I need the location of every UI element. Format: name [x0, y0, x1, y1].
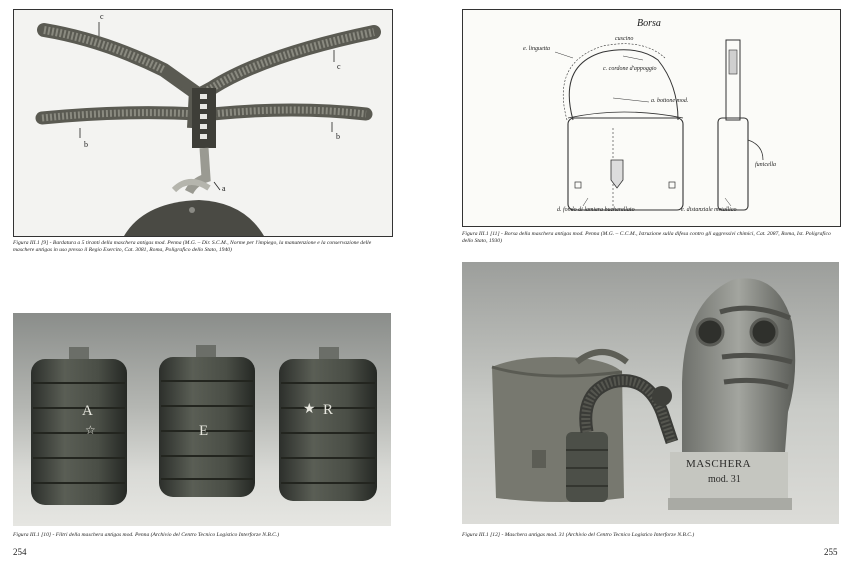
canister-e-letter: E — [199, 423, 209, 439]
label-distanziatore: e. distanziale metallico — [681, 207, 737, 213]
plaque-line2: mod. 31 — [708, 474, 741, 485]
canister-a-star-icon: ☆ — [85, 423, 96, 437]
canister-a-letter: A — [82, 403, 93, 419]
caption-fig11: Figura III.1 [11] - Borsa della maschera antigas mod. Penna (M.G. – C.C.M., Istruzione sulla difesa contro gli aggressivi chimici, Cat. 2087, Roma, Ist. Poligrafico dello Stato, 1930) — [462, 231, 831, 245]
borsa-drawing — [463, 10, 840, 226]
figure-mask-31 — [462, 262, 839, 524]
label-cuscino: cuscino — [615, 36, 634, 42]
label-cordone: c. cordone d'appoggio — [603, 66, 657, 72]
label-c-top: c — [100, 12, 104, 21]
caption-fig9: Figura III.1 [9] - Bardatura a 5 tiranti della maschera antigas mod. Penna (M.G. – Dir. S.C.M., Norme per l'impiego, la manutenzione e la conservazione delle maschere antigas in uso presso il Regio Esercito, Cat. 3081, Roma, Poligrafico dello Stato, 1940) — [13, 240, 372, 254]
label-b-right: b — [336, 132, 340, 141]
canister-r-star-icon: ★ — [303, 402, 316, 417]
label-c-right: c — [337, 62, 341, 71]
caption-fig12: Figura III.1 [12] - Maschera antigas mod. 31 (Archivio del Centro Tecnico Logistico Interforze N.B.C.) — [462, 532, 695, 538]
caption-fig10: Figura III.1 [10] - Filtri della maschera antigas mod. Penna (Archivio del Centro Tecnico Logistico Interforze N.B.C.) — [13, 532, 280, 538]
page-number-right: 255 — [824, 547, 838, 557]
borsa-title: Borsa — [637, 18, 661, 29]
label-b-left: b — [84, 140, 88, 149]
figure-filters — [13, 313, 391, 526]
mask-photo — [462, 262, 839, 524]
plaque-line1: MASCHERA — [686, 458, 752, 470]
figure-harness — [13, 9, 393, 237]
page-number-left: 254 — [13, 547, 27, 557]
right-page — [428, 0, 856, 562]
figure-borsa — [462, 9, 841, 227]
label-fondo: d. fondo di lamiera bucherellato — [557, 207, 635, 213]
label-bottone: a. bottone mod. — [651, 98, 689, 104]
harness-illustration — [14, 10, 392, 236]
label-linguetta: e. linguetta — [523, 46, 550, 52]
label-funicella: funicella — [755, 162, 776, 168]
label-a: a — [222, 184, 226, 193]
filters-photo — [13, 313, 391, 526]
canister-r-letter: R — [323, 402, 334, 418]
